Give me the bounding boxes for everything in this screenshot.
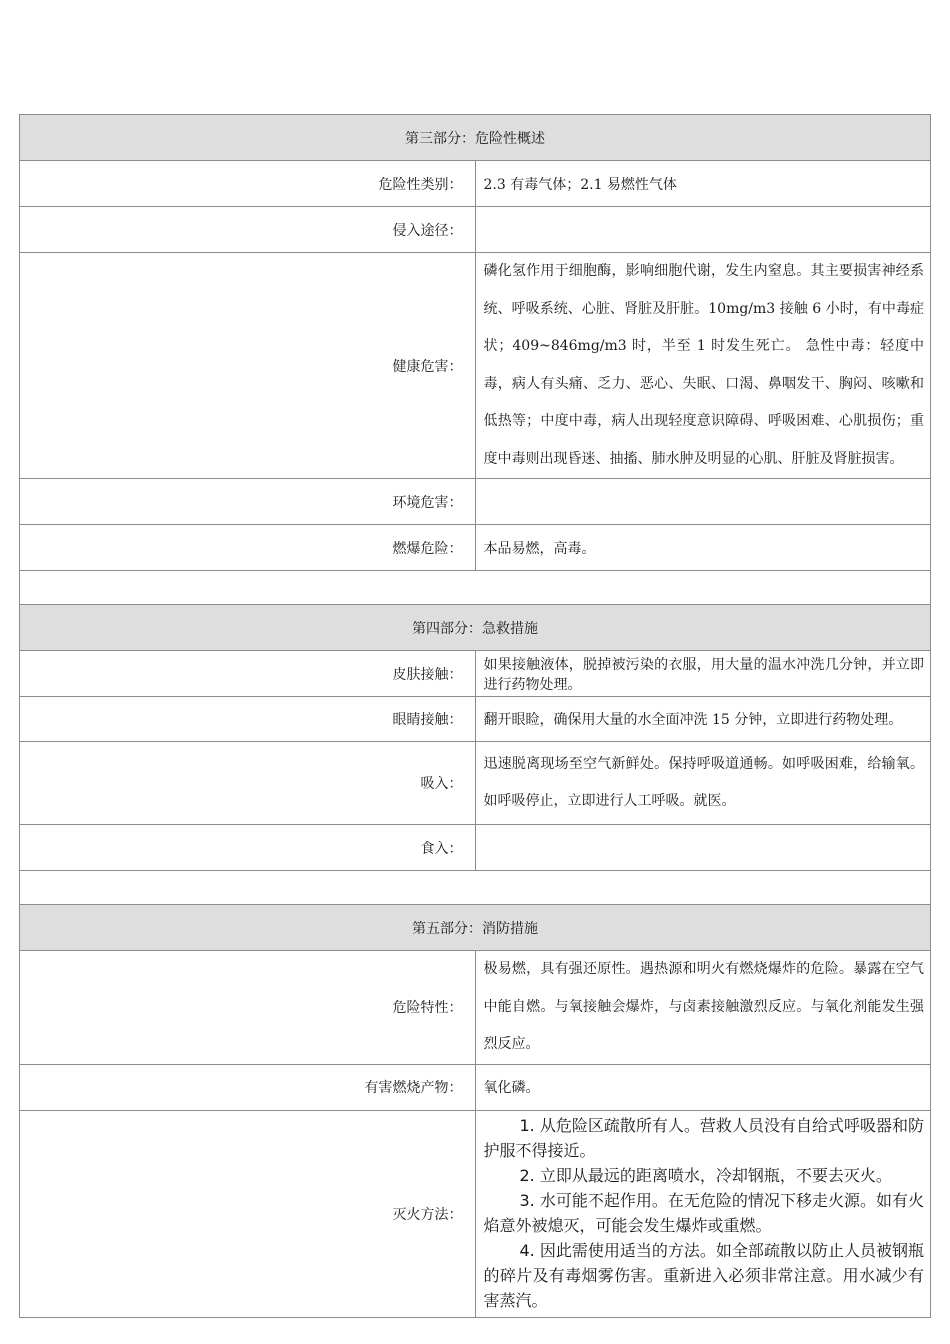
row-label: 吸入： [20, 742, 476, 825]
row-value: 极易燃，具有强还原性。遇热源和明火有燃烧爆炸的危险。暴露在空气中能自燃。与氧接触会爆炸，与卤素接触激烈反应。与氧化剂能发生强烈反应。 [475, 951, 931, 1065]
row-label: 危险特性： [20, 951, 476, 1065]
table-row [20, 207, 931, 253]
row-value [475, 207, 931, 253]
msds-table [19, 114, 931, 1318]
row-label: 有害燃烧产物： [20, 1064, 476, 1110]
row-value: 翻开眼睑，确保用大量的水全面冲洗 15 分钟，立即进行药物处理。 [475, 697, 931, 742]
table-row [20, 1064, 931, 1110]
section-header-first-aid [20, 605, 931, 651]
section-header-fire-fighting [20, 905, 931, 951]
step-1: 1. 从危险区疏散所有人。营救人员没有自给式呼吸器和防护服不得接近。 [483, 1115, 924, 1160]
section-header-hazards [20, 115, 931, 161]
section-title: 第五部分：消防措施 [20, 905, 931, 951]
table-row [20, 697, 931, 742]
row-value: 如果接触液体，脱掉被污染的衣服，用大量的温水冲洗几分钟，并立即进行药物处理。 [475, 651, 931, 697]
row-value: 本品易燃，高毒。 [475, 525, 931, 571]
section-title: 第三部分：危险性概述 [20, 115, 931, 161]
row-value: 迅速脱离现场至空气新鲜处。保持呼吸道通畅。如呼吸困难，给输氧。如呼吸停止，立即进行人工呼吸。就医。 [475, 742, 931, 825]
row-label: 皮肤接触： [20, 651, 476, 697]
spacer-cell [20, 571, 931, 605]
row-label: 健康危害： [20, 253, 476, 479]
row-value [475, 825, 931, 871]
table-row [20, 651, 931, 697]
row-value: 磷化氢作用于细胞酶，影响细胞代谢，发生内窒息。其主要损害神经系统、呼吸系统、心脏、肾脏及肝脏。10mg/m3 接触 6 小时，有中毒症状；409~846mg/m3 时，半至 1 时发生死亡。 急性中毒：轻度中毒，病人有头痛、乏力、恶心、失眠、口渴、鼻咽发干、胸闷、咳嗽和低热等；中度中毒，病人出现轻度意识障碍、呼吸困难、心肌损伤；重度中毒则出现昏迷、抽搐、肺水肿及明显的心肌、肝脏及肾脏损害。 [475, 253, 931, 479]
section-spacer [20, 571, 931, 605]
row-label: 灭火方法： [20, 1110, 476, 1317]
table-row [20, 742, 931, 825]
row-label: 燃爆危险： [20, 525, 476, 571]
table-row [20, 161, 931, 207]
table-row [20, 951, 931, 1065]
extinguishing-steps [475, 1110, 931, 1317]
spacer-cell [20, 871, 931, 905]
step-3: 3. 水可能不起作用。在无危险的情况下移走火源。如有火焰意外被熄灭，可能会发生爆炸或重燃。 [483, 1190, 924, 1235]
row-value: 氧化磷。 [475, 1064, 931, 1110]
row-label: 食入： [20, 825, 476, 871]
table-row [20, 1110, 931, 1317]
table-row [20, 253, 931, 479]
row-value [475, 479, 931, 525]
table-row [20, 825, 931, 871]
step-4: 4. 因此需使用适当的方法。如全部疏散以防止人员被钢瓶的碎片及有毒烟雾伤害。重新进入必须非常注意。用水减少有害蒸汽。 [483, 1240, 924, 1310]
section-title: 第四部分：急救措施 [20, 605, 931, 651]
row-label: 环境危害： [20, 479, 476, 525]
row-label: 侵入途径： [20, 207, 476, 253]
row-label: 眼睛接触： [20, 697, 476, 742]
row-label: 危险性类别： [20, 161, 476, 207]
table-row [20, 479, 931, 525]
step-2: 2. 立即从最远的距离喷水，冷却钢瓶，不要去灭火。 [519, 1165, 892, 1185]
section-spacer [20, 871, 931, 905]
row-value: 2.3 有毒气体；2.1 易燃性气体 [475, 161, 931, 207]
table-row [20, 525, 931, 571]
msds-sheet [19, 114, 931, 1318]
